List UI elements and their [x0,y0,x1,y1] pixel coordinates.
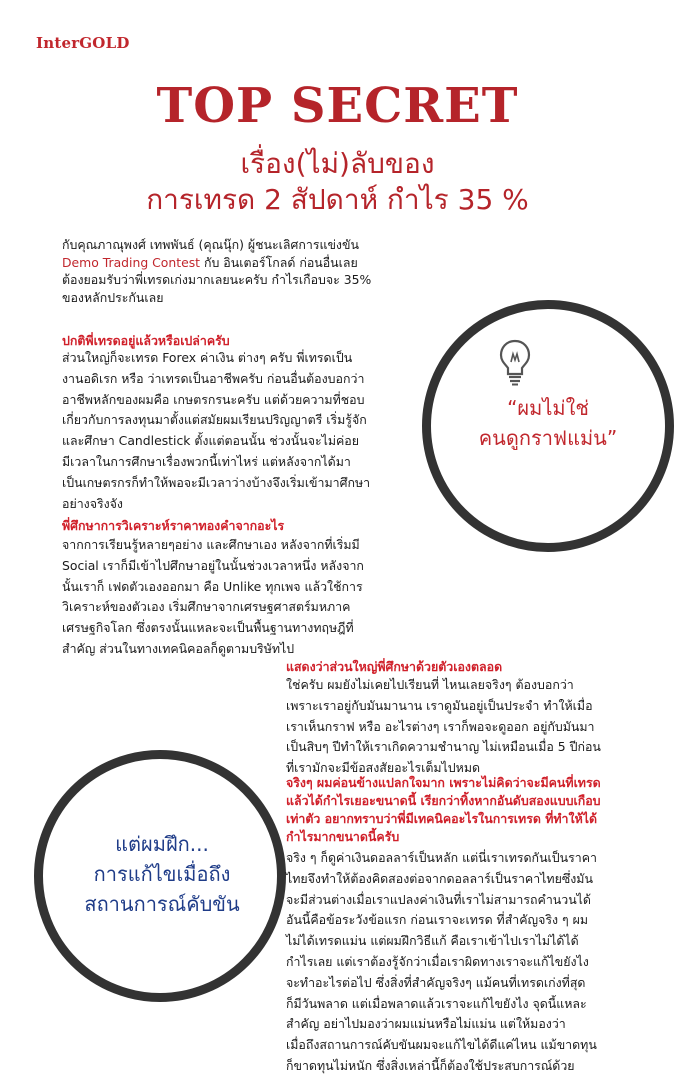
section-2-heading: พี่ศึกษาการวิเคราะห์ราคาทองคำจากอะไร [62,518,285,533]
heading-line: เท่าตัว อยากทราบว่าพี่มีเทคนิคอะไรในการเทรด ที่ทำให้ได้ [286,811,598,826]
quote-line: การแก้ไขเมื่อถึง [93,862,231,886]
intro-line [62,254,402,272]
body-line: จะมีส่วนต่างเมื่อเราแปลงค่าเงินที่เราไม่สามารถคำนวนได้ [286,891,591,907]
lightbulb-icon [498,338,532,386]
body-line: ก็ขาดทุนไม่หนัก ซึ่งสิ่งเหล่านี้ก็ต้องใช้ประสบการณ์ด้วย [286,1057,575,1073]
body-line: Social เราก็มีเข้าไปศึกษาอยู่ในนั้นช่วงเวลาหนึ่ง หลังจาก [62,557,364,573]
body-line: มีเวลาในการศึกษาเรื่องพวกนี้เท่าไหร่ แต่หลังจากได้มา [62,453,351,469]
intergold-logo: InterGOLD [36,34,130,52]
page-title: TOP SECRET [156,78,519,134]
body-line: กำไรเลย แต่เราต้องรู้จักว่าเมื่อเราผิดทางเราจะแก้ไขยังไง [286,953,589,969]
body-line: ที่เรามักจะมีข้อสงสัยอะไรเต็มไปหมด [286,760,481,776]
body-line: เป็นสิบๆ ปีทำให้เราเกิดความชำนาญ ไม่เหมือนเมื่อ 5 ปีก่อน [286,739,601,755]
body-line: เศรษฐกิจโลก ซึ่งตรงนั้นแหละจะเป็นพื้นฐานทางทฤษฎีที่ [62,620,354,636]
intro-line-rest: กับ อินเตอร์โกลด์ ก่อนอื่นเลย [200,254,358,270]
quote-line: “ผมไม่ใช่ [507,396,589,420]
body-line: จริง ๆ ก็ดูค่าเงินดอลลาร์เป็นหลัก แต่นี่เราเทรดกันเป็นราคา [286,850,597,865]
body-line: จะทำอะไรต่อไป ซึ่งสิ่งที่สำคัญจริงๆ แม้คนที่เทรดเก่งที่สุด [286,974,586,990]
heading-line: กำไรมากขนาดนี้ครับ [286,829,400,844]
section-4-body [286,848,656,1077]
section-1-heading: ปกติพี่เทรดอยู่แล้วหรือเปล่าครับ [62,333,230,348]
heading-line: แล้วได้กำไรเยอะขนาดนี้ เรียกว่าทิ้งหากอันดับสองแบบเกือบ [286,793,601,808]
body-line: ก็มีวันพลาด แต่เมื่อพลาดแล้วเราจะแก้ไขยังไง จุดนี้แหละ [286,995,587,1011]
body-line: อาชีพหลักของผมคือ เกษตรกรนะครับ แต่ด้วยความที่ชอบ [62,391,365,407]
body-line: ไม่ได้เทรดแม่น แต่ผมฝึกวิธีแก้ คือเราเข้าไปเราไม่ได้ได้ [286,933,579,949]
subtitle-line-1: เรื่อง(ไม่)ลับของ [240,147,435,180]
intro-line: ของหลักประกันเลย [62,289,164,305]
body-line: เมื่อถึงสถานการณ์คับขันผมจะแก้ไขได้ดีแค่ไหน แม้ขาดทุน [286,1037,597,1053]
body-line: เราเห็นกราฟ หรือ อะไรต่างๆ เราก็พอจะดูออก อยู่กับมันมา [286,718,595,734]
section-1-body [62,348,422,514]
subtitle-line-2: การเทรด 2 สัปดาห์ กำไร 35 % [146,183,529,216]
body-line: ส่วนใหญ่ก็จะเทรด Forex ค่าเงิน ต่างๆ ครับ พี่เทรดเป็น [62,350,353,365]
body-line: เป็นเกษตรกรก็ทำให้พอจะมีเวลาว่างบ้างจึงเริ่มเข้ามาศึกษา [62,474,371,490]
body-line: อันนี้คือข้อระวังข้อแรก ก่อนเราจะเทรด ที่สำคัญจริง ๆ ผม [286,912,589,928]
body-line: งานอดิเรก หรือ ว่าเทรดเป็นอาชีพครับ ก่อนอื่นต้องบอกว่า [62,370,365,386]
intro-line: ต้องยอมรับว่าพี่เทรดเก่งมากเลยนะครับ กำไรเกือบจะ 35% [62,272,372,288]
body-line: เพราะเราอยู่กับมันมานาน เราดูมันอยู่เป็นประจำ ทำให้เมื่อ [286,697,593,713]
body-line: และศึกษา Candlestick ตั้งแต่ตอนนั้น ช่วงนั้นจะไม่ค่อย [62,433,360,449]
body-line: นั้นเราก็ เฟดตัวเองออกมา คือ Unlike ทุกเพจ แล้วใช้การ [62,578,363,594]
section-2-body [62,535,422,660]
body-line: วิเคราะห์ของตัวเอง เริ่มศึกษาจากเศรษฐศาสตร์มหภาค [62,599,351,615]
quote-line: แต่ผมฝึก... [115,832,209,856]
body-line: จากการเรียนรู้หลายๆอย่าง และศึกษาเอง หลังจากที่เริ่มมี [62,537,360,552]
quote-line: สถานการณ์คับขัน [84,892,240,916]
body-line: สำคัญ ส่วนในทางเทคนิคอลก็ดูตามบริษัทไป [62,640,295,656]
body-line: เกี่ยวกับการลงทุนมาตั้งแต่สมัยผมเรียนปริญญาตรี เริ่มรู้จัก [62,412,367,428]
quote-line: คนดูกราฟแม่น” [478,426,618,450]
heading-line: จริงๆ ผมค่อนข้างแปลกใจมาก เพราะไม่คิดว่าจะมีคนที่เทรด [286,775,601,790]
section-4-heading [286,774,656,846]
body-line: สำคัญ อย่าไปมองว่าผมแม่นหรือไม่แม่น แต่ให้มองว่า [286,1016,566,1032]
section-3-heading: แสดงว่าส่วนใหญ่พี่ศึกษาด้วยตัวเองตลอด [286,659,503,674]
body-line: ใช่ครับ ผมยังไม่เคยไปเรียนที่ ไหนเลยจริงๆ ต้องบอกว่า [286,677,574,692]
section-3-body [286,675,656,779]
pull-quote-top [448,393,648,453]
body-line: อย่างจริงจัง [62,495,123,511]
body-line: ไทยจึงทำให้ต้องคิดสองต่อจากดอลลาร์เป็นราคาไทยซึ่งมัน [286,870,593,886]
pull-quote-bottom [56,829,268,919]
intro-paragraph [62,236,402,306]
contest-name: Demo Trading Contest [62,254,201,270]
intro-line: กับคุณภาณุพงศ์ เทพพันธ์ (คุณนุ๊ก) ผู้ชนะเลิศการแข่งขัน [62,237,359,252]
